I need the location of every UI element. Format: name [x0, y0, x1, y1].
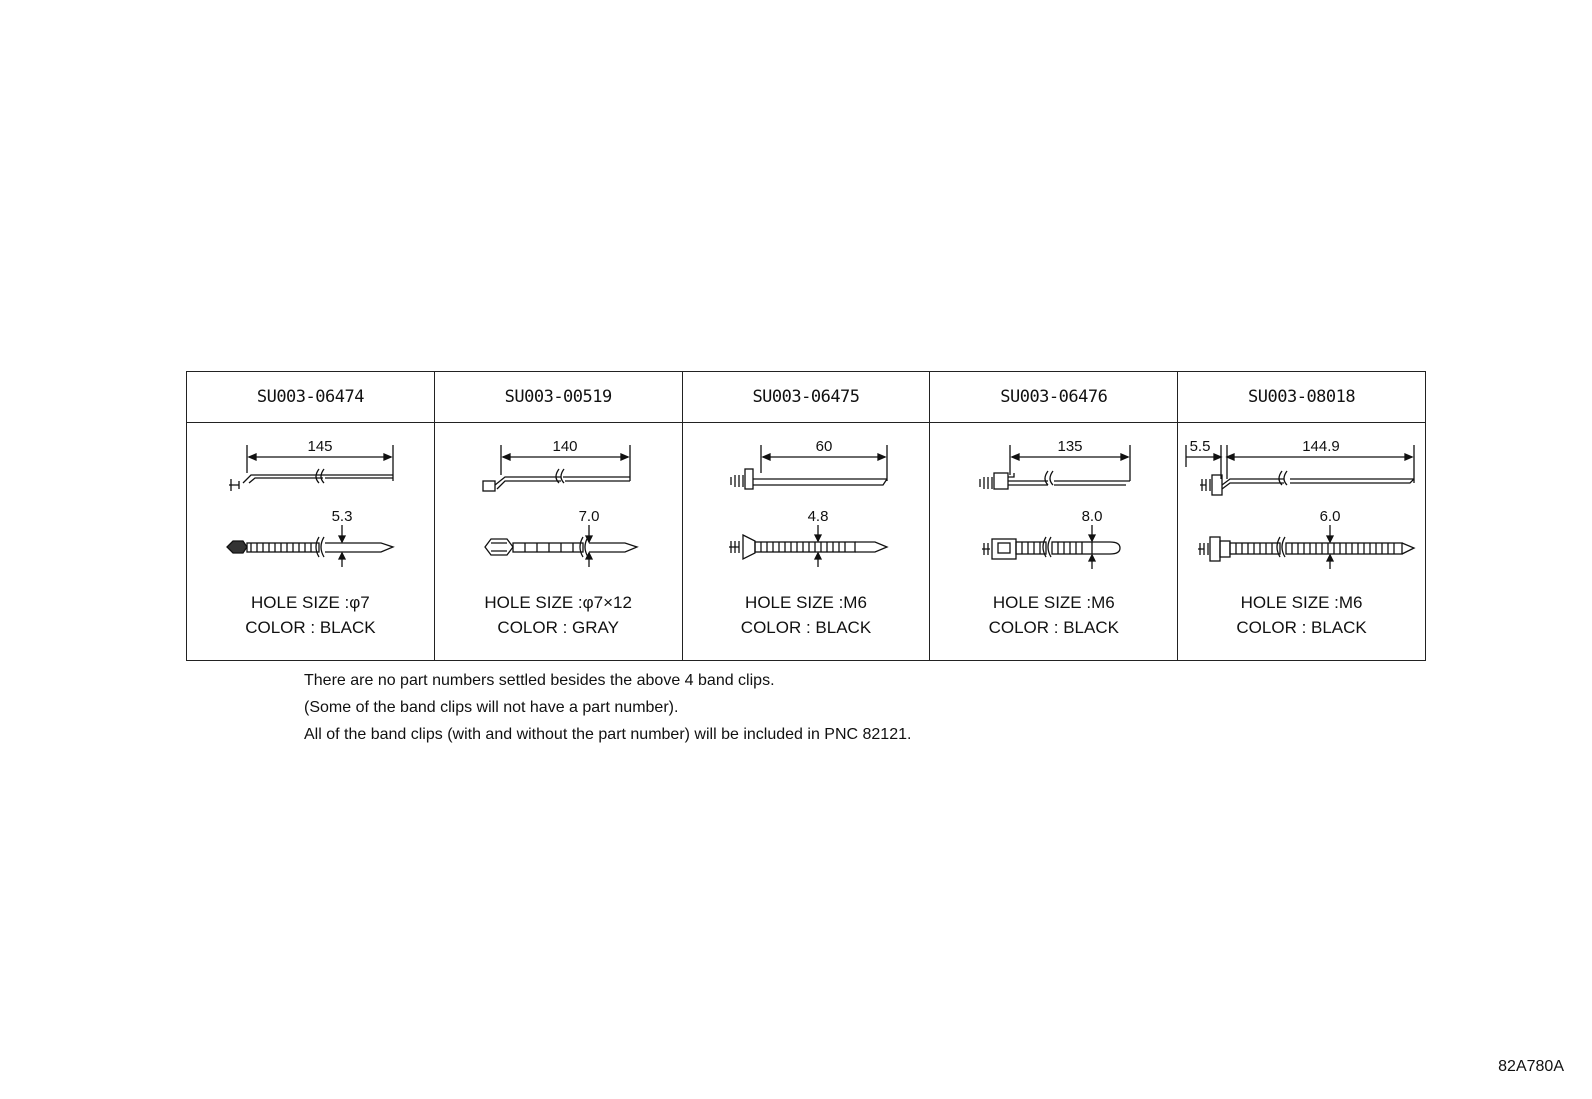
hole-size-value: M6 [1338, 593, 1363, 612]
spec-block [435, 590, 682, 640]
band-clip-drawing [187, 423, 434, 583]
spec-block [187, 590, 434, 640]
part-cell [683, 423, 930, 660]
part-cell [187, 423, 434, 660]
width-dimension: 4.8 [807, 508, 829, 525]
length-dimension: 144.9 [1302, 438, 1340, 455]
color-spec: COLOR : GRAY [497, 618, 619, 637]
note-line: All of the band clips (with and without the part number) will be included in PNC 82121. [304, 726, 912, 743]
hole-size-label: HOLE SIZE : [1240, 593, 1339, 612]
part-number: SU003-06474 [187, 372, 434, 423]
color-spec: COLOR : BLACK [245, 618, 376, 637]
hole-size-label: HOLE SIZE : [745, 593, 844, 612]
length-dimension: 145 [307, 438, 333, 455]
hole-size-label: HOLE SIZE : [484, 593, 583, 612]
color-spec: COLOR : BLACK [988, 618, 1119, 637]
spec-block [683, 590, 930, 640]
part-number: SU003-08018 [1178, 372, 1425, 423]
length-dimension: 140 [552, 438, 578, 455]
offset-dimension: 5.5 [1189, 438, 1211, 455]
width-dimension: 7.0 [578, 508, 600, 525]
part-column [187, 372, 434, 660]
hole-size-value: M6 [1091, 593, 1115, 612]
part-cell [930, 423, 1177, 660]
note-line: (Some of the band clips will not have a part number). [304, 699, 679, 716]
hole-size-label: HOLE SIZE : [992, 593, 1092, 612]
band-clip-drawing [930, 423, 1177, 583]
band-clip-drawing [435, 423, 682, 583]
spec-block [930, 590, 1177, 640]
part-number: SU003-06476 [930, 372, 1177, 423]
part-cell [435, 423, 682, 660]
part-column [682, 372, 930, 660]
spec-block [1178, 590, 1425, 640]
reference-code: 82A780A [1498, 1058, 1564, 1075]
color-spec: COLOR : BLACK [740, 618, 872, 637]
band-clip-table [186, 371, 1426, 661]
hole-size-value: φ7 [349, 593, 370, 612]
width-dimension: 8.0 [1081, 508, 1103, 525]
hole-size-value: M6 [843, 593, 867, 612]
hole-size-label: HOLE SIZE : [251, 593, 350, 612]
band-clip-drawing [1178, 423, 1425, 583]
color-spec: COLOR : BLACK [1236, 618, 1367, 637]
part-cell [1178, 423, 1425, 660]
width-dimension: 5.3 [331, 508, 353, 525]
note-line: There are no part numbers settled besides the above 4 band clips. [304, 672, 775, 689]
width-dimension: 6.0 [1319, 508, 1341, 525]
band-clip-drawing [683, 423, 930, 583]
length-dimension: 60 [815, 438, 832, 455]
part-number: SU003-06475 [683, 372, 930, 423]
part-column [929, 372, 1177, 660]
hole-size-value: φ7×12 [582, 593, 632, 612]
notes-block [304, 667, 911, 748]
part-column [1177, 372, 1425, 660]
length-dimension: 135 [1057, 438, 1083, 455]
part-number: SU003-00519 [435, 372, 682, 423]
part-column [434, 372, 682, 660]
